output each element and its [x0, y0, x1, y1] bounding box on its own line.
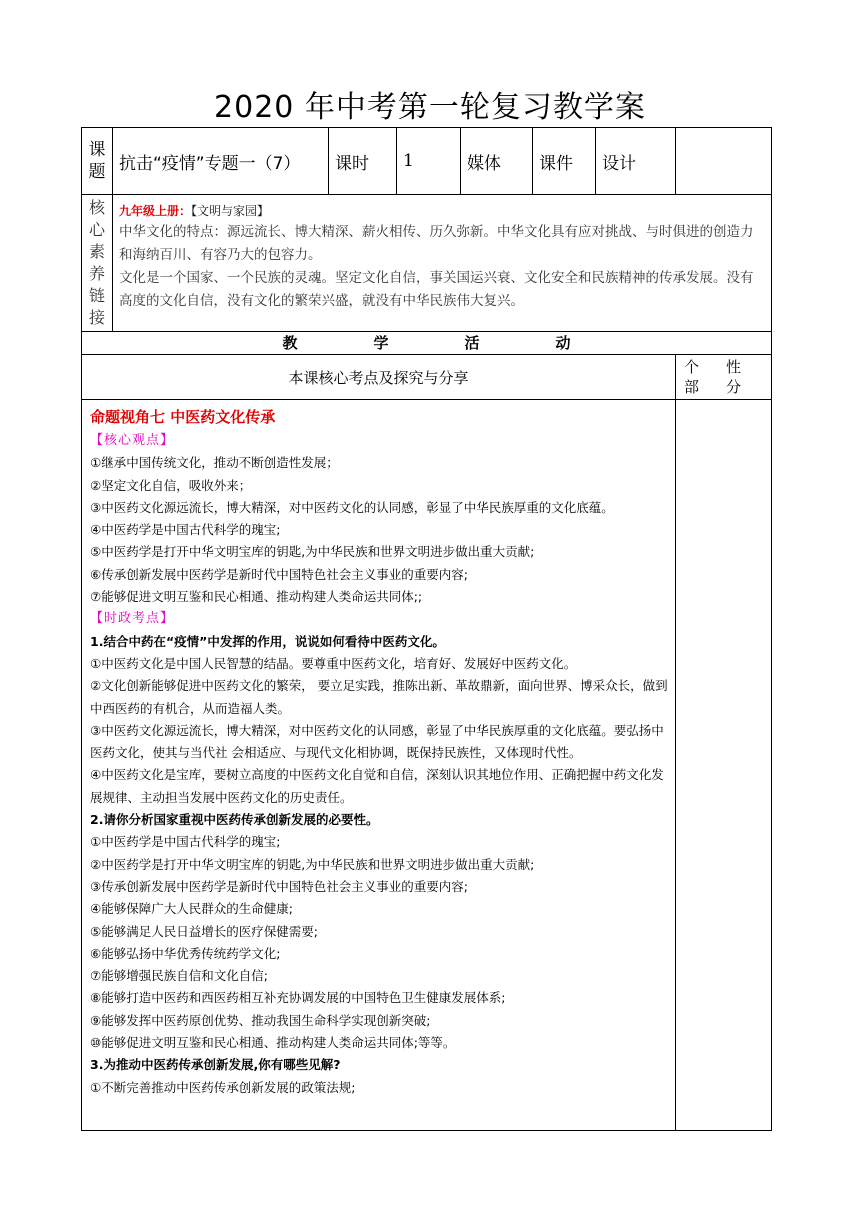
personal-notes-cell[interactable]	[676, 400, 772, 1131]
question-2: 2.请你分析国家重视中医药传承创新发展的必要性。	[90, 812, 379, 828]
answer-item: ①不断完善推动中医药传承创新发展的政策法规;	[90, 1079, 356, 1095]
core-view-item: ⑤中医药学是打开中华文明宝库的钥匙,为中华民族和世界文明进步做出重大贡献;	[90, 544, 535, 560]
topic-label: 课题	[82, 128, 113, 195]
answer-item: ③中医药文化源远流长，博大精深，对中医药文化的认同感，彰显了中华民族厚重的文化底蕴。要弘扬中医药文化，使其与当代社 会相适应、与现代文化相协调，既保持民族性，又体现时代性。	[90, 722, 664, 761]
core-literacy-label-text: 核心素养链接	[89, 198, 106, 327]
content-heading: 命题视角七 中医药文化传承	[90, 408, 276, 426]
grade-label: 九年级上册：	[119, 204, 192, 218]
section-row	[82, 355, 772, 400]
activity-heading	[82, 332, 772, 355]
answer-item: ⑧能够打造中医药和西医药相互补充协调发展的中国特色卫生健康发展体系;	[90, 990, 506, 1006]
activity-char: 动	[555, 334, 571, 352]
answer-item: ①中医药文化是中国人民智慧的结晶。要尊重中医药文化，培育好、发展好中医药文化。	[90, 655, 577, 671]
period-label: 课时	[329, 128, 397, 195]
content-row	[82, 400, 772, 1131]
core-literacy-label	[82, 195, 113, 332]
answer-item: ④能够保障广大人民群众的生命健康;	[90, 901, 293, 917]
personal-char: 分	[725, 378, 741, 396]
core-view-item: ③中医药文化源远流长，博大精深，对中医药文化的认同感，彰显了中华民族厚重的文化底蕴。	[90, 499, 614, 515]
answer-item: ②中医药学是打开中华文明宝库的钥匙,为中华民族和世界文明进步做出重大贡献;	[90, 856, 535, 872]
core-view-item: ⑥传承创新发展中医药学是新时代中国特色社会主义事业的重要内容;	[90, 566, 468, 582]
answer-item: ⑥能够弘扬中华优秀传统药学文化;	[90, 945, 281, 961]
answer-item: ④中医药文化是宝库，要树立高度的中医药文化自觉和自信，深刻认识其地位作用、正确把握中药文化发展规律、主动担当发展中医药文化的历史责任。	[90, 767, 664, 805]
answer-item: ①中医药学是中国古代科学的瑰宝;	[90, 834, 281, 850]
answer-item: ⑨能够发挥中医药原创优势、推动我国生命科学实现创新突破;	[90, 1012, 431, 1028]
period-value: 1	[397, 128, 461, 195]
activity-char: 学	[373, 334, 389, 352]
main-content	[82, 400, 676, 1131]
design-label: 设计	[596, 128, 676, 195]
answer-item: ③传承创新发展中医药学是新时代中国特色社会主义事业的重要内容;	[90, 878, 468, 894]
media-value: 课件	[533, 128, 596, 195]
activity-row	[82, 332, 772, 355]
lesson-plan-table	[81, 127, 772, 1131]
answer-item: ⑤能够满足人民日益增长的医疗保健需要;	[90, 923, 318, 939]
core-view-item: ②坚定文化自信，吸收外来；	[90, 477, 252, 493]
personal-char: 部	[684, 378, 700, 396]
chapter-tag: 【文明与家园】	[191, 204, 270, 218]
core-view-item: ⑦能够促进文明互鉴和民心相通、推动构建人类命运共同体;;	[90, 589, 423, 605]
core-view-item: ①继承中国传统文化，推动不断创造性发展；	[90, 455, 339, 471]
core-paragraph: 文化是一个国家、一个民族的灵魂。坚定文化自信，事关国运兴衰、文化安全和民族精神的传承发展。没有高度的文化自信，没有文化的繁荣兴盛，就没有中华民族伟大复兴。	[119, 270, 754, 309]
personal-char: 性	[725, 358, 741, 376]
core-literacy-content	[113, 195, 772, 332]
answer-item: ⑦能够增强民族自信和文化自信;	[90, 968, 268, 984]
core-view-item: ④中医药学是中国古代科学的瑰宝;	[90, 522, 281, 538]
section-title: 本课核心考点及探究与分享	[82, 355, 676, 400]
activity-char: 教	[282, 334, 298, 352]
topic-value: 抗击“疫情”专题一（7）	[113, 128, 329, 195]
core-view-label: 【核心观点】	[90, 433, 175, 448]
question-1: 1.结合中药在“疫情”中发挥的作用，说说如何看待中医药文化。	[90, 633, 445, 649]
answer-item: ⑩能够促进文明互鉴和民心相通、推动构建人类命运共同体;等等。	[90, 1035, 456, 1051]
core-paragraph: 中华文化的特点：源远流长、博大精深、薪火相传、历久弥新。中华文化具有应对挑战、与时俱进的创造力和海纳百川、有容乃大的包容力。	[119, 224, 754, 263]
design-value	[676, 128, 772, 195]
personal-char: 个	[684, 358, 700, 376]
page-title: 2020 年中考第一轮复习教学案	[214, 90, 646, 125]
core-literacy-row	[82, 195, 772, 332]
answer-item: ②文化创新能够促进中医药文化的繁荣， 要立足实践，推陈出新、革故鼎新，面向世界、博采众长，做到中西医药的有机合，从而造福人类。	[90, 678, 668, 716]
personal-section-label	[676, 355, 772, 400]
activity-char: 活	[464, 334, 480, 352]
current-affairs-label: 【时政考点】	[90, 611, 175, 627]
question-3: 3.为推动中医药传承创新发展,你有哪些见解?	[90, 1057, 341, 1073]
media-label: 媒体	[461, 128, 533, 195]
header-row	[82, 128, 772, 195]
